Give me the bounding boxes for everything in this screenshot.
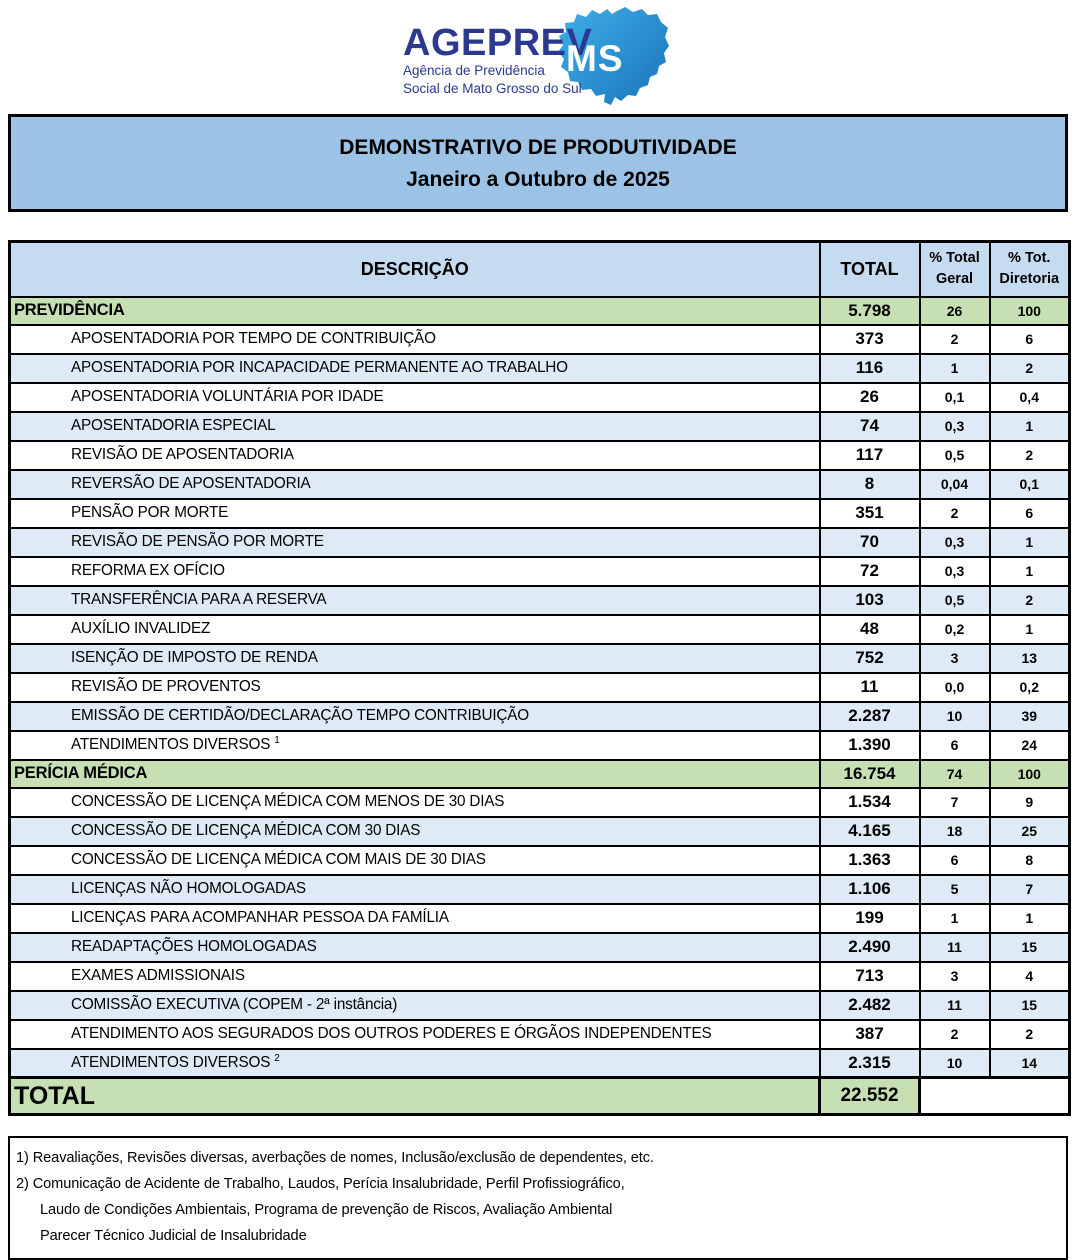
row-pct-diretoria-value: 1 [990, 528, 1070, 557]
row-label: CONCESSÃO DE LICENÇA MÉDICA COM 30 DIAS [10, 817, 820, 846]
row-total-value: 2.490 [820, 933, 920, 962]
row-label: APOSENTADORIA VOLUNTÁRIA POR IDADE [10, 383, 820, 412]
row-pct-geral-value: 6 [920, 731, 990, 760]
row-total-value: 351 [820, 499, 920, 528]
report-title: DEMONSTRATIVO DE PRODUTIVIDADE [339, 135, 737, 159]
row-total-value: 117 [820, 441, 920, 470]
row-label: REVISÃO DE PENSÃO POR MORTE [10, 528, 820, 557]
row-total-value: 5.798 [820, 297, 920, 325]
row-pct-geral-value: 11 [920, 933, 990, 962]
row-label: CONCESSÃO DE LICENÇA MÉDICA COM MENOS DE 30 DIAS [10, 788, 820, 817]
footnote-line: Parecer Técnico Judicial de Insalubridade [40, 1228, 307, 1244]
footnote-ref: 1 [274, 735, 280, 747]
row-pct-diretoria-value: 4 [990, 962, 1070, 991]
table-row [10, 470, 1070, 499]
logo-ms-text: MS [566, 38, 624, 79]
table-row [10, 933, 1070, 962]
row-pct-diretoria-value: 24 [990, 731, 1070, 760]
grand-total-empty-cell [920, 1078, 1070, 1115]
grand-total-label: TOTAL [10, 1078, 820, 1115]
table-row [10, 904, 1070, 933]
row-pct-geral-value: 5 [920, 875, 990, 904]
productivity-table-body [10, 297, 1070, 1078]
row-total-value: 16.754 [820, 760, 920, 788]
row-pct-diretoria-value: 15 [990, 933, 1070, 962]
table-row [10, 499, 1070, 528]
row-label: ATENDIMENTO AOS SEGURADOS DOS OUTROS PODERES E ÓRGÃOS INDEPENDENTES [10, 1020, 820, 1049]
row-label: COMISSÃO EXECUTIVA (COPEM - 2ª instância) [10, 991, 820, 1020]
row-pct-diretoria-value: 9 [990, 788, 1070, 817]
row-total-value: 103 [820, 586, 920, 615]
row-pct-geral-value: 0,3 [920, 557, 990, 586]
row-total-value: 11 [820, 673, 920, 702]
row-total-value: 1.390 [820, 731, 920, 760]
row-total-value: 8 [820, 470, 920, 499]
row-total-value: 2.315 [820, 1049, 920, 1078]
table-row [10, 325, 1070, 354]
table-row [10, 702, 1070, 731]
row-pct-geral-value: 11 [920, 991, 990, 1020]
section-row [10, 760, 1070, 788]
row-total-value: 2.287 [820, 702, 920, 731]
row-pct-diretoria-value: 7 [990, 875, 1070, 904]
row-pct-geral-value: 0,1 [920, 383, 990, 412]
row-pct-geral-value: 0,2 [920, 615, 990, 644]
row-pct-geral-value: 74 [920, 760, 990, 788]
row-total-value: 2.482 [820, 991, 920, 1020]
logo-subtitle-line1: Agência de Previdência [403, 63, 545, 78]
table-row [10, 817, 1070, 846]
table-row [10, 673, 1070, 702]
table-row [10, 846, 1070, 875]
row-pct-geral-value: 0,5 [920, 586, 990, 615]
footnotes-box [8, 1136, 1068, 1260]
logo-subtitle-line2: Social de Mato Grosso do Sul [403, 80, 582, 96]
row-total-value: 4.165 [820, 817, 920, 846]
table-row [10, 731, 1070, 760]
logo-text-block [403, 24, 592, 98]
row-total-value: 373 [820, 325, 920, 354]
table-row [10, 1049, 1070, 1078]
table-row [10, 788, 1070, 817]
row-label: LICENÇAS NÃO HOMOLOGADAS [10, 875, 820, 904]
row-total-value: 116 [820, 354, 920, 383]
row-pct-diretoria-value: 1 [990, 904, 1070, 933]
row-pct-diretoria-value: 2 [990, 441, 1070, 470]
row-label: APOSENTADORIA POR TEMPO DE CONTRIBUIÇÃO [10, 325, 820, 354]
row-label: TRANSFERÊNCIA PARA A RESERVA [10, 586, 820, 615]
row-pct-geral-value: 10 [920, 1049, 990, 1078]
row-label: APOSENTADORIA ESPECIAL [10, 412, 820, 441]
row-total-value: 1.534 [820, 788, 920, 817]
row-total-value: 752 [820, 644, 920, 673]
row-pct-diretoria-value: 6 [990, 499, 1070, 528]
row-pct-diretoria-value: 1 [990, 412, 1070, 441]
table-row [10, 875, 1070, 904]
table-row [10, 441, 1070, 470]
row-pct-geral-value: 18 [920, 817, 990, 846]
row-pct-diretoria-value: 15 [990, 991, 1070, 1020]
row-pct-geral-value: 2 [920, 1020, 990, 1049]
column-header-pct-diretoria-line2: Diretoria [999, 271, 1060, 288]
table-row [10, 644, 1070, 673]
table-row [10, 412, 1070, 441]
footnote-line: 1) Reavaliações, Revisões diversas, averbações de nomes, Inclusão/exclusão de dependentes, etc. [16, 1150, 654, 1166]
row-pct-geral-value: 0,04 [920, 470, 990, 499]
row-pct-geral-value: 0,3 [920, 528, 990, 557]
agency-logo-inner [403, 6, 673, 106]
table-row [10, 586, 1070, 615]
report-title-bar [8, 114, 1068, 212]
table-row [10, 383, 1070, 412]
row-pct-geral-value: 0,5 [920, 441, 990, 470]
row-label: EMISSÃO DE CERTIDÃO/DECLARAÇÃO TEMPO CONTRIBUIÇÃO [10, 702, 820, 731]
row-total-value: 72 [820, 557, 920, 586]
row-total-value: 713 [820, 962, 920, 991]
table-row [10, 557, 1070, 586]
row-label: REVISÃO DE PROVENTOS [10, 673, 820, 702]
row-label: REVERSÃO DE APOSENTADORIA [10, 470, 820, 499]
row-label: REFORMA EX OFÍCIO [10, 557, 820, 586]
row-pct-diretoria-value: 1 [990, 557, 1070, 586]
table-row [10, 991, 1070, 1020]
row-pct-diretoria-value: 25 [990, 817, 1070, 846]
row-pct-diretoria-value: 100 [990, 760, 1070, 788]
row-pct-geral-value: 2 [920, 499, 990, 528]
row-pct-diretoria-value: 2 [990, 586, 1070, 615]
row-pct-diretoria-value: 0,1 [990, 470, 1070, 499]
row-pct-geral-value: 6 [920, 846, 990, 875]
row-total-value: 70 [820, 528, 920, 557]
productivity-table [8, 240, 1071, 1116]
row-pct-diretoria-value: 13 [990, 644, 1070, 673]
row-label: APOSENTADORIA POR INCAPACIDADE PERMANENTE AO TRABALHO [10, 354, 820, 383]
row-label: PENSÃO POR MORTE [10, 499, 820, 528]
row-pct-geral-value: 3 [920, 644, 990, 673]
row-label: AUXÍLIO INVALIDEZ [10, 615, 820, 644]
row-pct-diretoria-value: 0,2 [990, 673, 1070, 702]
row-total-value: 48 [820, 615, 920, 644]
row-total-value: 74 [820, 412, 920, 441]
logo-brand-text: AGEPREV [403, 22, 593, 64]
row-label: READAPTAÇÕES HOMOLOGADAS [10, 933, 820, 962]
row-pct-geral-value: 1 [920, 354, 990, 383]
row-pct-geral-value: 7 [920, 788, 990, 817]
table-header-row [10, 242, 1070, 297]
table-row [10, 528, 1070, 557]
row-label: ATENDIMENTOS DIVERSOS $^1$ [10, 731, 820, 760]
report-period: Janeiro a Outubro de 2025 [406, 167, 670, 191]
row-label: ISENÇÃO DE IMPOSTO DE RENDA [10, 644, 820, 673]
row-pct-diretoria-value: 14 [990, 1049, 1070, 1078]
table-row [10, 615, 1070, 644]
column-header-pct-tot-diretoria [990, 242, 1070, 297]
row-label: PREVIDÊNCIA [10, 297, 820, 325]
row-label: EXAMES ADMISSIONAIS [10, 962, 820, 991]
grand-total-row [10, 1078, 1070, 1115]
column-header-pct-geral-line2: Geral [935, 271, 974, 288]
table-row [10, 354, 1070, 383]
row-pct-diretoria-value: 8 [990, 846, 1070, 875]
row-pct-geral-value: 0,3 [920, 412, 990, 441]
row-label: CONCESSÃO DE LICENÇA MÉDICA COM MAIS DE 30 DIAS [10, 846, 820, 875]
footnote-line: Laudo de Condições Ambientais, Programa de prevenção de Riscos, Avaliação Ambiental [40, 1202, 613, 1218]
table-row [10, 1020, 1070, 1049]
section-row [10, 297, 1070, 325]
column-header-pct-diretoria-line1: % Tot. [1008, 250, 1051, 267]
footnote-ref: 2 [274, 1053, 280, 1065]
column-header-pct-total-geral [920, 242, 990, 297]
row-pct-geral-value: 26 [920, 297, 990, 325]
row-pct-geral-value: 3 [920, 962, 990, 991]
row-pct-diretoria-value: 1 [990, 615, 1070, 644]
row-pct-geral-value: 2 [920, 325, 990, 354]
row-pct-geral-value: 1 [920, 904, 990, 933]
row-label: LICENÇAS PARA ACOMPANHAR PESSOA DA FAMÍLIA [10, 904, 820, 933]
column-header-total: TOTAL [820, 242, 920, 297]
row-total-value: 199 [820, 904, 920, 933]
row-total-value: 1.106 [820, 875, 920, 904]
row-pct-diretoria-value: 39 [990, 702, 1070, 731]
row-pct-geral-value: 0,0 [920, 673, 990, 702]
row-pct-geral-value: 10 [920, 702, 990, 731]
row-pct-diretoria-value: 2 [990, 354, 1070, 383]
row-label: ATENDIMENTOS DIVERSOS $^2$ [10, 1049, 820, 1078]
row-total-value: 1.363 [820, 846, 920, 875]
row-label: REVISÃO DE APOSENTADORIA [10, 441, 820, 470]
row-pct-diretoria-value: 100 [990, 297, 1070, 325]
footnote-line: 2) Comunicação de Acidente de Trabalho, Laudos, Perícia Insalubridade, Perfil Profissiográfico, [16, 1176, 625, 1192]
row-pct-diretoria-value: 6 [990, 325, 1070, 354]
row-total-value: 387 [820, 1020, 920, 1049]
column-header-descricao: DESCRIÇÃO [10, 242, 820, 297]
grand-total-value: 22.552 [820, 1078, 920, 1115]
row-pct-diretoria-value: 0,4 [990, 383, 1070, 412]
row-total-value: 26 [820, 383, 920, 412]
table-row [10, 962, 1070, 991]
row-pct-diretoria-value: 2 [990, 1020, 1070, 1049]
row-label: PERÍCIA MÉDICA [10, 760, 820, 788]
column-header-pct-geral-line1: % Total [929, 250, 980, 267]
agency-logo [0, 0, 1076, 110]
